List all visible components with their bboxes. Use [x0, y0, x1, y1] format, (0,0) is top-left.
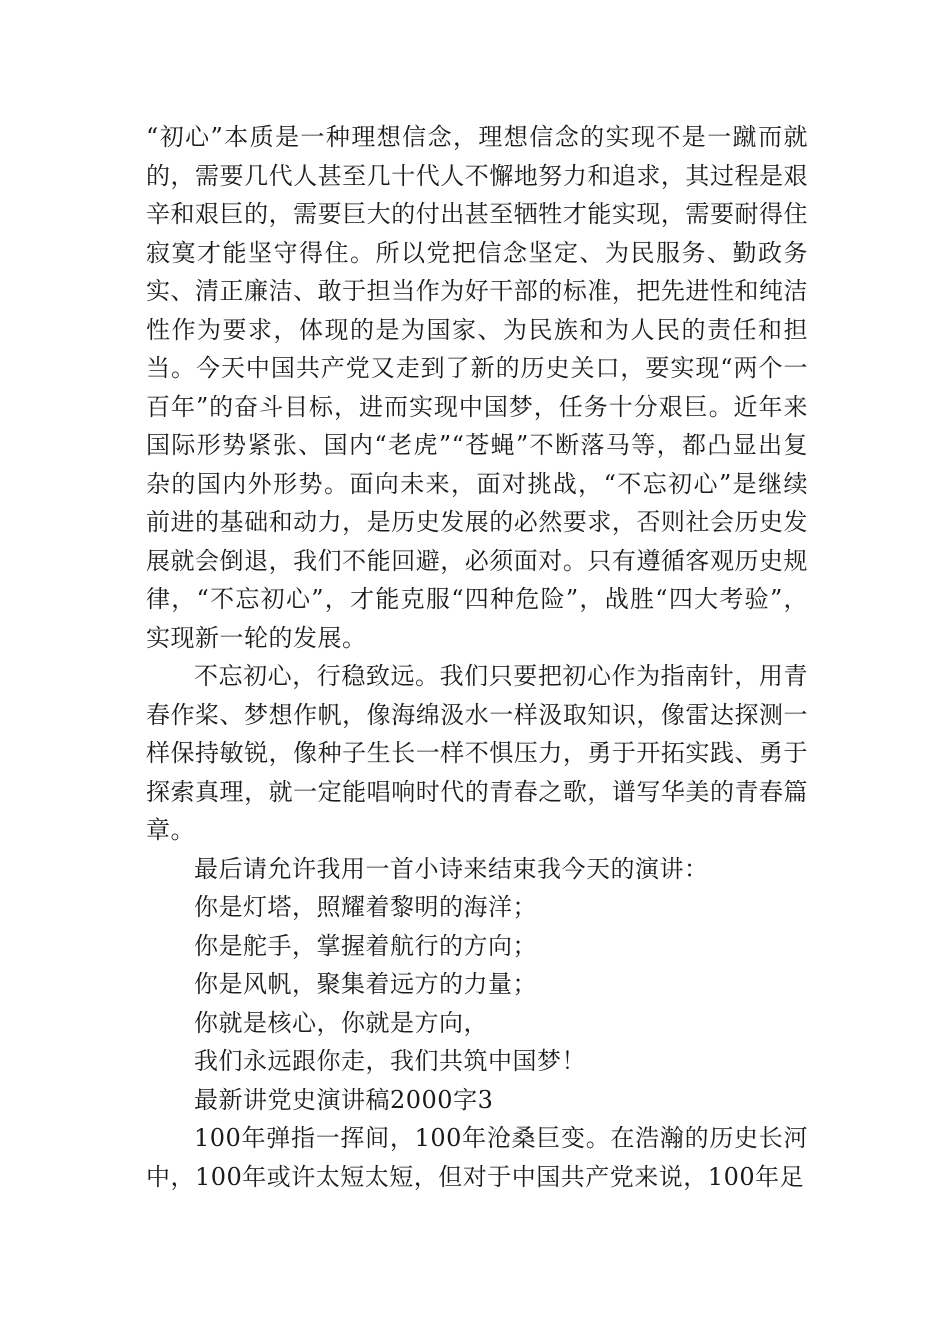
- paragraph-initial-heart: “初心”本质是一种理想信念，理想信念的实现不是一蹴而就的，需要几代人甚至几十代人不懈地努力和追求，其过程是艰辛和艰巨的，需要巨大的付出甚至牺牲才能实现，需要耐得住寂寞才能坚守得住。所以党把信念坚定、为民服务、勤政务实、清正廉洁、敢于担当作为好干部的标准，把先进性和纯洁性作为要求，体现的是为国家、为民族和为人民的责任和担当。今天中国共产党又走到了新的历史关口，要实现“两个一百年”的奋斗目标，进而实现中国梦，任务十分艰巨。近年来国际形势紧张、国内“老虎”“苍蝇”不断落马等，都凸显出复杂的国内外形势。面向未来，面对挑战，“不忘初心”是继续前进的基础和动力，是历史发展的必然要求，否则社会历史发展就会倒退，我们不能回避，必须面对。只有遵循客观历史规律，“不忘初心”，才能克服“四种危险”，战胜“四大考验”，实现新一轮的发展。: [146, 123, 808, 652]
- poem-line-4: 你就是核心，你就是方向，: [194, 1008, 488, 1037]
- document-body: [146, 118, 808, 1196]
- poem-line-2: 你是舵手，掌握着航行的方向；: [194, 931, 537, 960]
- poem-line-3: 你是风帆，聚集着远方的力量；: [194, 970, 537, 998]
- poem-line-1: 你是灯塔，照耀着黎明的海洋；: [194, 893, 537, 921]
- poem-intro: 最后请允许我用一首小诗来结束我今天的演讲：: [194, 854, 709, 883]
- paragraph-hundred-years: 100年弹指一挥间，100年沧桑巨变。在浩瀚的历史长河中，100年或许太短太短，但对于中国共产党来说，100年足: [146, 1124, 808, 1191]
- poem-line-5: 我们永远跟你走，我们共筑中国梦！: [194, 1047, 586, 1075]
- paragraph-stay-true: 不忘初心，行稳致远。我们只要把初心作为指南针，用青春作桨、梦想作帆，像海绵汲水一样汲取知识，像雷达探测一样保持敏锐，像种子生长一样不惧压力，勇于开拓实践、勇于探索真理，就一定能唱响时代的青春之歌，谱写华美的青春篇章。: [146, 662, 808, 844]
- section-title: 最新讲党史演讲稿2000字3: [194, 1085, 494, 1114]
